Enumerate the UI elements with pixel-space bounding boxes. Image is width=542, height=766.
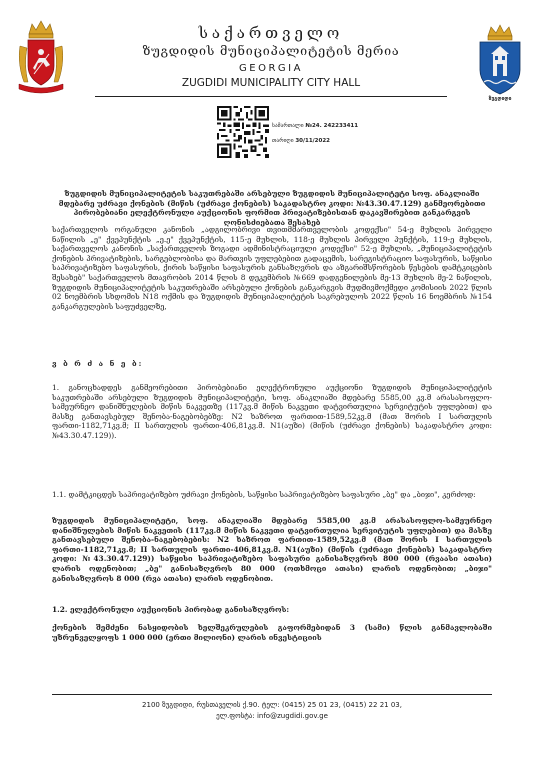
crest-label: ზუგდიდი (488, 96, 512, 102)
paragraph-1: 1. განოცხადდეს განმეორებითი პირობებიანი ელექტრონული აუქციონი ზუგდიდის მუნიციპალიტეტის საკუთრებაში არსებული ზუგდიდის მუნიციპალიტეტი, სოფ. ანაკლიაში მდებარე 5585,00 კვ.მ არასასოფლო-სამეურნეო დანიშნულების მიწის ნაკვეთზე (117კვ.მ მიწის ნაკვეთი დატვირთულია სერვიტუტის უფლებით) და მასზე განთავსებულ შენობა-ნაგებობებზე: N2 ხაზროთ ფართით-1589,52კვ.მ (მათ შორის I სართულის ფართი-1182,71კვ.მ; II სართულის ფართი-406,81კვ.მ. N1(აუზი) (მიწის (უძრავი ქონების) საკადასტრო კოდი: №43.30.47.129)). (52, 383, 492, 440)
georgia-coat-of-arms-icon (16, 18, 66, 98)
document-title: ზუგდიდის მუნიციპალიტეტის საკუთრებაში არსებული ზუგდიდის მუნიციპალიტეტი სოფ. ანაკლიაში მდებარე უძრავი ქონების (მიწის (უძრავი ქონების) საკადასტრო კოდი: №43.30.47.129) განმეორებითი პირობებიანი ელექტრონული აუქციონის ფორმით პრივატიზებისთან დაკავშირებით განკარგვის ღონისძიებათა შესახებ (58, 189, 486, 227)
header-divider (95, 96, 447, 97)
intro-paragraph: საქართველოს ორგანული კანონის „ადგილობრივი თვითმმართველობის კოდექსი" 54-ე მუხლის პირველი ნაწილის „ე" ქვეპუნქტის „ე.ე" ქვეპუნქტის, 115-ე მუხლის, 118-ე მუხლის პირველი პუნქტის, 119-ე მუხლის, საქართველოს კანონის „საქართველოს ზოგადი ადმინისტრაციული კოდექსი" 52-ე მუხლის, „მუნიციპალიტეტის ქონების პრივატიზების, სარგებლობისა და მართვის უფლებებით გადაცემის, სარეგისტრაციო საფასურის, საწყისი საპრივატიზებო საფასურის, ქირის საწყისი საფასურის განსაზღვრის და აზგარიშსწორების წესების დამტკიცების შესახებ" საქართველოს მთავრობის 2014 წლის 8 დეკემბრის №669 დადგენილების მე-13 მუხლის მე-2 ნაწილის, ზუგდიდის მუნიციპალიტეტის საკუთრებაში არსებული ქონების განკარგვის მუდმივმოქმედი კომისიის 2022 წლის 02 ნოემბრის სხდომის N18 ოქმის და ზუგდიდის მუნიციპალიტეტის საკრებულოს 2022 წლის 16 ნოემბრის №154 განკარგულების საფუძველზე, (52, 225, 492, 311)
qr-code-icon (217, 106, 269, 158)
paragraph-1-1-details: ზუგდიდის მუნიციპალიტეტი, სოფ. ანაკლიაში მდებარე 5585,00 კვ.მ არასასოფლო-სამეურნეო დანიშნულების მიწის ნაკვეთის (117კვ.მ მიწის ნაკვეთი დატვირთულია სერვიტუტის უფლებით) და მასზე განთავსებული შენობა-ნაგებობების: N2 ხაზროთ ფართით-1589,52კვ.მ (მათ შორის I სართულის ფართი-1182,71კვ.მ; II სართულის ფართი-406,81კვ.მ. N1(აუზი) (მიწის (უძრავი ქონების) საკადასტრო კოდი: №43.30.47.129)) საწყისი საპრივატიზებო საფასური განისაზღვროს 800 000 (რვაასი ათასი) ლარის ოდენობით; „ბე" განისაზღვროს 80 000 (ოთხმოცი ათასი) ლარის ოდენობით; „ბიჯი" განისაზღვროს 8 000 (რვა ათასი) ლარის ოდენობით. (52, 516, 492, 583)
paragraph-1-1: 1.1. დამტკიცდეს საპრივატიზებო უძრავი ქონების, საწყისი საპრივატიზებო საფასური „ბე" და „ბიჯი", კერძოდ: (52, 490, 476, 499)
paragraph-1-2: 1.2. ელექტრონული აუქციონის პირობად განისაზღვროს: (52, 605, 290, 614)
paragraph-1-2-details: ქონების შემძენი ნასყიდობის ხელშეკრულების გაფორმებიდან 3 (სამი) წლის განმავლობაში უზრუნველყოფს 1 000 000 (ერთი მილიონი) ლარის ინვესტიციის (52, 623, 492, 642)
registration-number: სამართალი №24. 242233411 (272, 123, 359, 129)
footer-email: ელ.ფოსტა: info@zugdidi.gov.ge (216, 712, 328, 720)
city-hall-name-ka: ზუგდიდის მუნიციპალიტეტის მერია (142, 43, 400, 58)
country-name-en: GEORGIA (239, 63, 303, 74)
footer-divider (52, 694, 492, 695)
city-hall-name-en: ZUGDIDI MUNICIPALITY CITY HALL (181, 77, 361, 89)
zugdidi-crest-icon (472, 22, 528, 100)
footer-address: 2100 ზუგდიდი, რუსთაველის ქ.90. ტელ: (0415) 25 01 23, (0415) 22 21 03, (142, 701, 402, 709)
decision-heading: ვ ბ რ ძ ა ნ ე ბ: (52, 359, 144, 368)
registration-date: თარიღი 30/11/2022 (272, 138, 330, 144)
country-name-ka: საქართველო (198, 24, 344, 42)
